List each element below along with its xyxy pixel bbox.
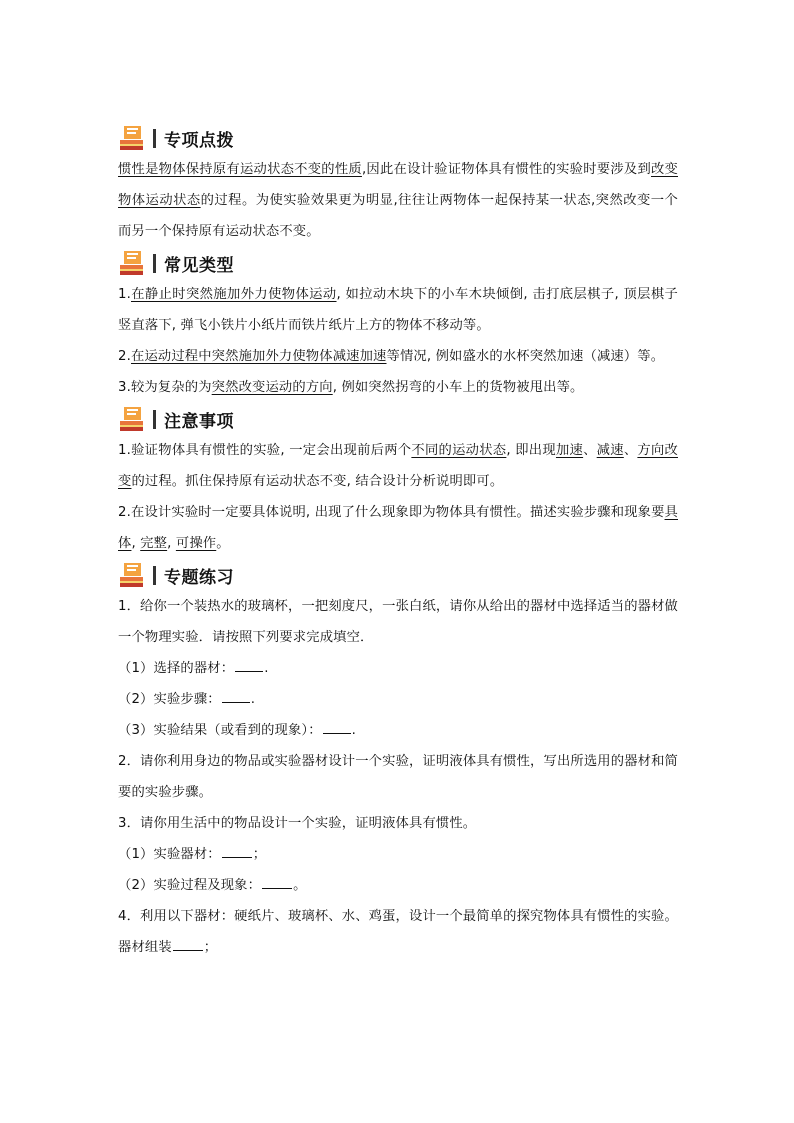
book-icon <box>118 406 146 432</box>
text: , <box>167 536 176 551</box>
text: 的过程。为使实验效果更为明显,往往让两物体一起保持某一状态,突然改变一个而另一个保持原有运动状态不变。 <box>118 193 678 239</box>
question-1-part-1 <box>118 653 678 684</box>
question-3-part-2 <box>118 870 678 901</box>
text: （1）选择的器材： <box>118 661 235 676</box>
answer-blank[interactable] <box>222 688 250 703</box>
underlined-text: 改变物体运动状态 <box>118 162 678 208</box>
answer-blank[interactable] <box>235 657 263 672</box>
text: 的过程。抓住保持原有运动状态不变, 结合设计分析说明即可。 <box>131 474 504 489</box>
section-header-types <box>118 247 678 279</box>
text: . <box>264 661 269 676</box>
underlined-text: 减速 <box>596 443 624 458</box>
section-header-exercises <box>118 559 678 591</box>
text: 、 <box>623 443 638 458</box>
underlined-text: 具体 <box>118 505 678 551</box>
question-1-part-3 <box>118 715 678 746</box>
book-icon <box>118 125 146 151</box>
text: 3.较为复杂的为 <box>118 380 212 395</box>
section-title: 专题练习 <box>164 567 234 588</box>
text: , 即出现 <box>506 443 556 458</box>
question-1: 1．给你一个装热水的玻璃杯，一把刻度尺，一张白纸，请你从给出的器材中选择适当的器材做一个物理实验．请按照下列要求完成填空． <box>118 599 678 645</box>
document-page <box>118 122 678 963</box>
text: 。 <box>293 878 307 893</box>
answer-blank[interactable] <box>323 719 351 734</box>
section-title: 专项点拨 <box>164 130 234 151</box>
text: 。 <box>216 536 230 551</box>
underlined-text: 突然改变运动的方向 <box>211 380 333 395</box>
underlined-text: 方向改变 <box>118 443 678 489</box>
text: ； <box>252 847 267 862</box>
text: 等情况, 例如盛水的水杯突然加速（减速）等。 <box>386 349 665 364</box>
text: , <box>131 536 141 551</box>
divider-bar <box>153 410 156 429</box>
answer-blank[interactable] <box>262 874 292 889</box>
note-item-1 <box>118 435 678 497</box>
text: （2）实验过程及现象： <box>118 878 262 893</box>
book-icon <box>118 250 146 276</box>
text: , 例如突然拐弯的小车上的货物被甩出等。 <box>332 380 584 395</box>
section-title: 常见类型 <box>164 255 234 276</box>
text: 器材组装 <box>118 940 172 955</box>
question-4-part-1 <box>118 932 678 963</box>
text: （3）实验结果（或看到的现象）： <box>118 723 322 738</box>
text: . <box>250 692 256 707</box>
underlined-text: 在运动过程中突然施加外力使物体减速加速 <box>131 349 387 364</box>
text: ； <box>203 940 218 955</box>
question-1-part-2 <box>118 684 678 715</box>
text: . <box>351 723 357 738</box>
underlined-text: 可操作 <box>175 536 217 551</box>
text: （2）实验步骤： <box>118 692 221 707</box>
section-title: 注意事项 <box>164 411 234 432</box>
divider-bar <box>153 254 156 273</box>
underlined-text: 惯性是物体保持原有运动状态不变的性质 <box>118 162 362 177</box>
type-item-1 <box>118 279 678 341</box>
tips-paragraph <box>118 154 678 247</box>
text: 2. <box>118 505 131 520</box>
text: , 如拉动木块下的小车木块倾倒, 击打底层棋子, 顶层棋子竖直落下, 弹飞小铁片小纸片而铁片纸片上方的物体不移动等。 <box>118 287 678 333</box>
note-item-2 <box>118 497 678 559</box>
question-3: 3．请你用生活中的物品设计一个实验，证明液体具有惯性。 <box>118 816 477 831</box>
text: 1.验证物体具有惯性的实验, 一定会出现前后两个 <box>118 443 412 458</box>
text: （1）实验器材： <box>118 847 221 862</box>
question-3-part-1 <box>118 839 678 870</box>
question-2: 2．请你利用身边的物品或实验器材设计一个实验，证明液体具有惯性，写出所选用的器材和简要的实验步骤。 <box>118 754 678 800</box>
divider-bar <box>153 129 156 148</box>
divider-bar <box>153 566 156 585</box>
answer-blank[interactable] <box>173 936 203 951</box>
underlined-text: 在静止时突然施加外力使物体运动 <box>131 287 337 302</box>
book-icon <box>118 562 146 588</box>
text: 2. <box>118 349 131 364</box>
underlined-text: 加速 <box>555 443 584 458</box>
type-item-3 <box>118 372 678 403</box>
answer-blank[interactable] <box>222 843 252 858</box>
type-item-2 <box>118 341 678 372</box>
underlined-text: 不同的运动状态 <box>411 443 507 458</box>
underlined-text: 完整 <box>140 536 168 551</box>
text: ,因此在设计验证物体具有惯性的实验时要涉及到 <box>361 162 651 177</box>
text: 1. <box>118 287 131 302</box>
question-4: 4．利用以下器材：硬纸片、玻璃杯、水、鸡蛋，设计一个最简单的探究物体具有惯性的实验。 <box>118 909 678 924</box>
section-header-notes <box>118 403 678 435</box>
section-header-tips <box>118 122 678 154</box>
text: 在设计实验时一定要具体说明, 出现了什么现象即为物体具有惯性。描述实验步骤和现象要 <box>131 505 665 520</box>
text: 、 <box>583 443 597 458</box>
